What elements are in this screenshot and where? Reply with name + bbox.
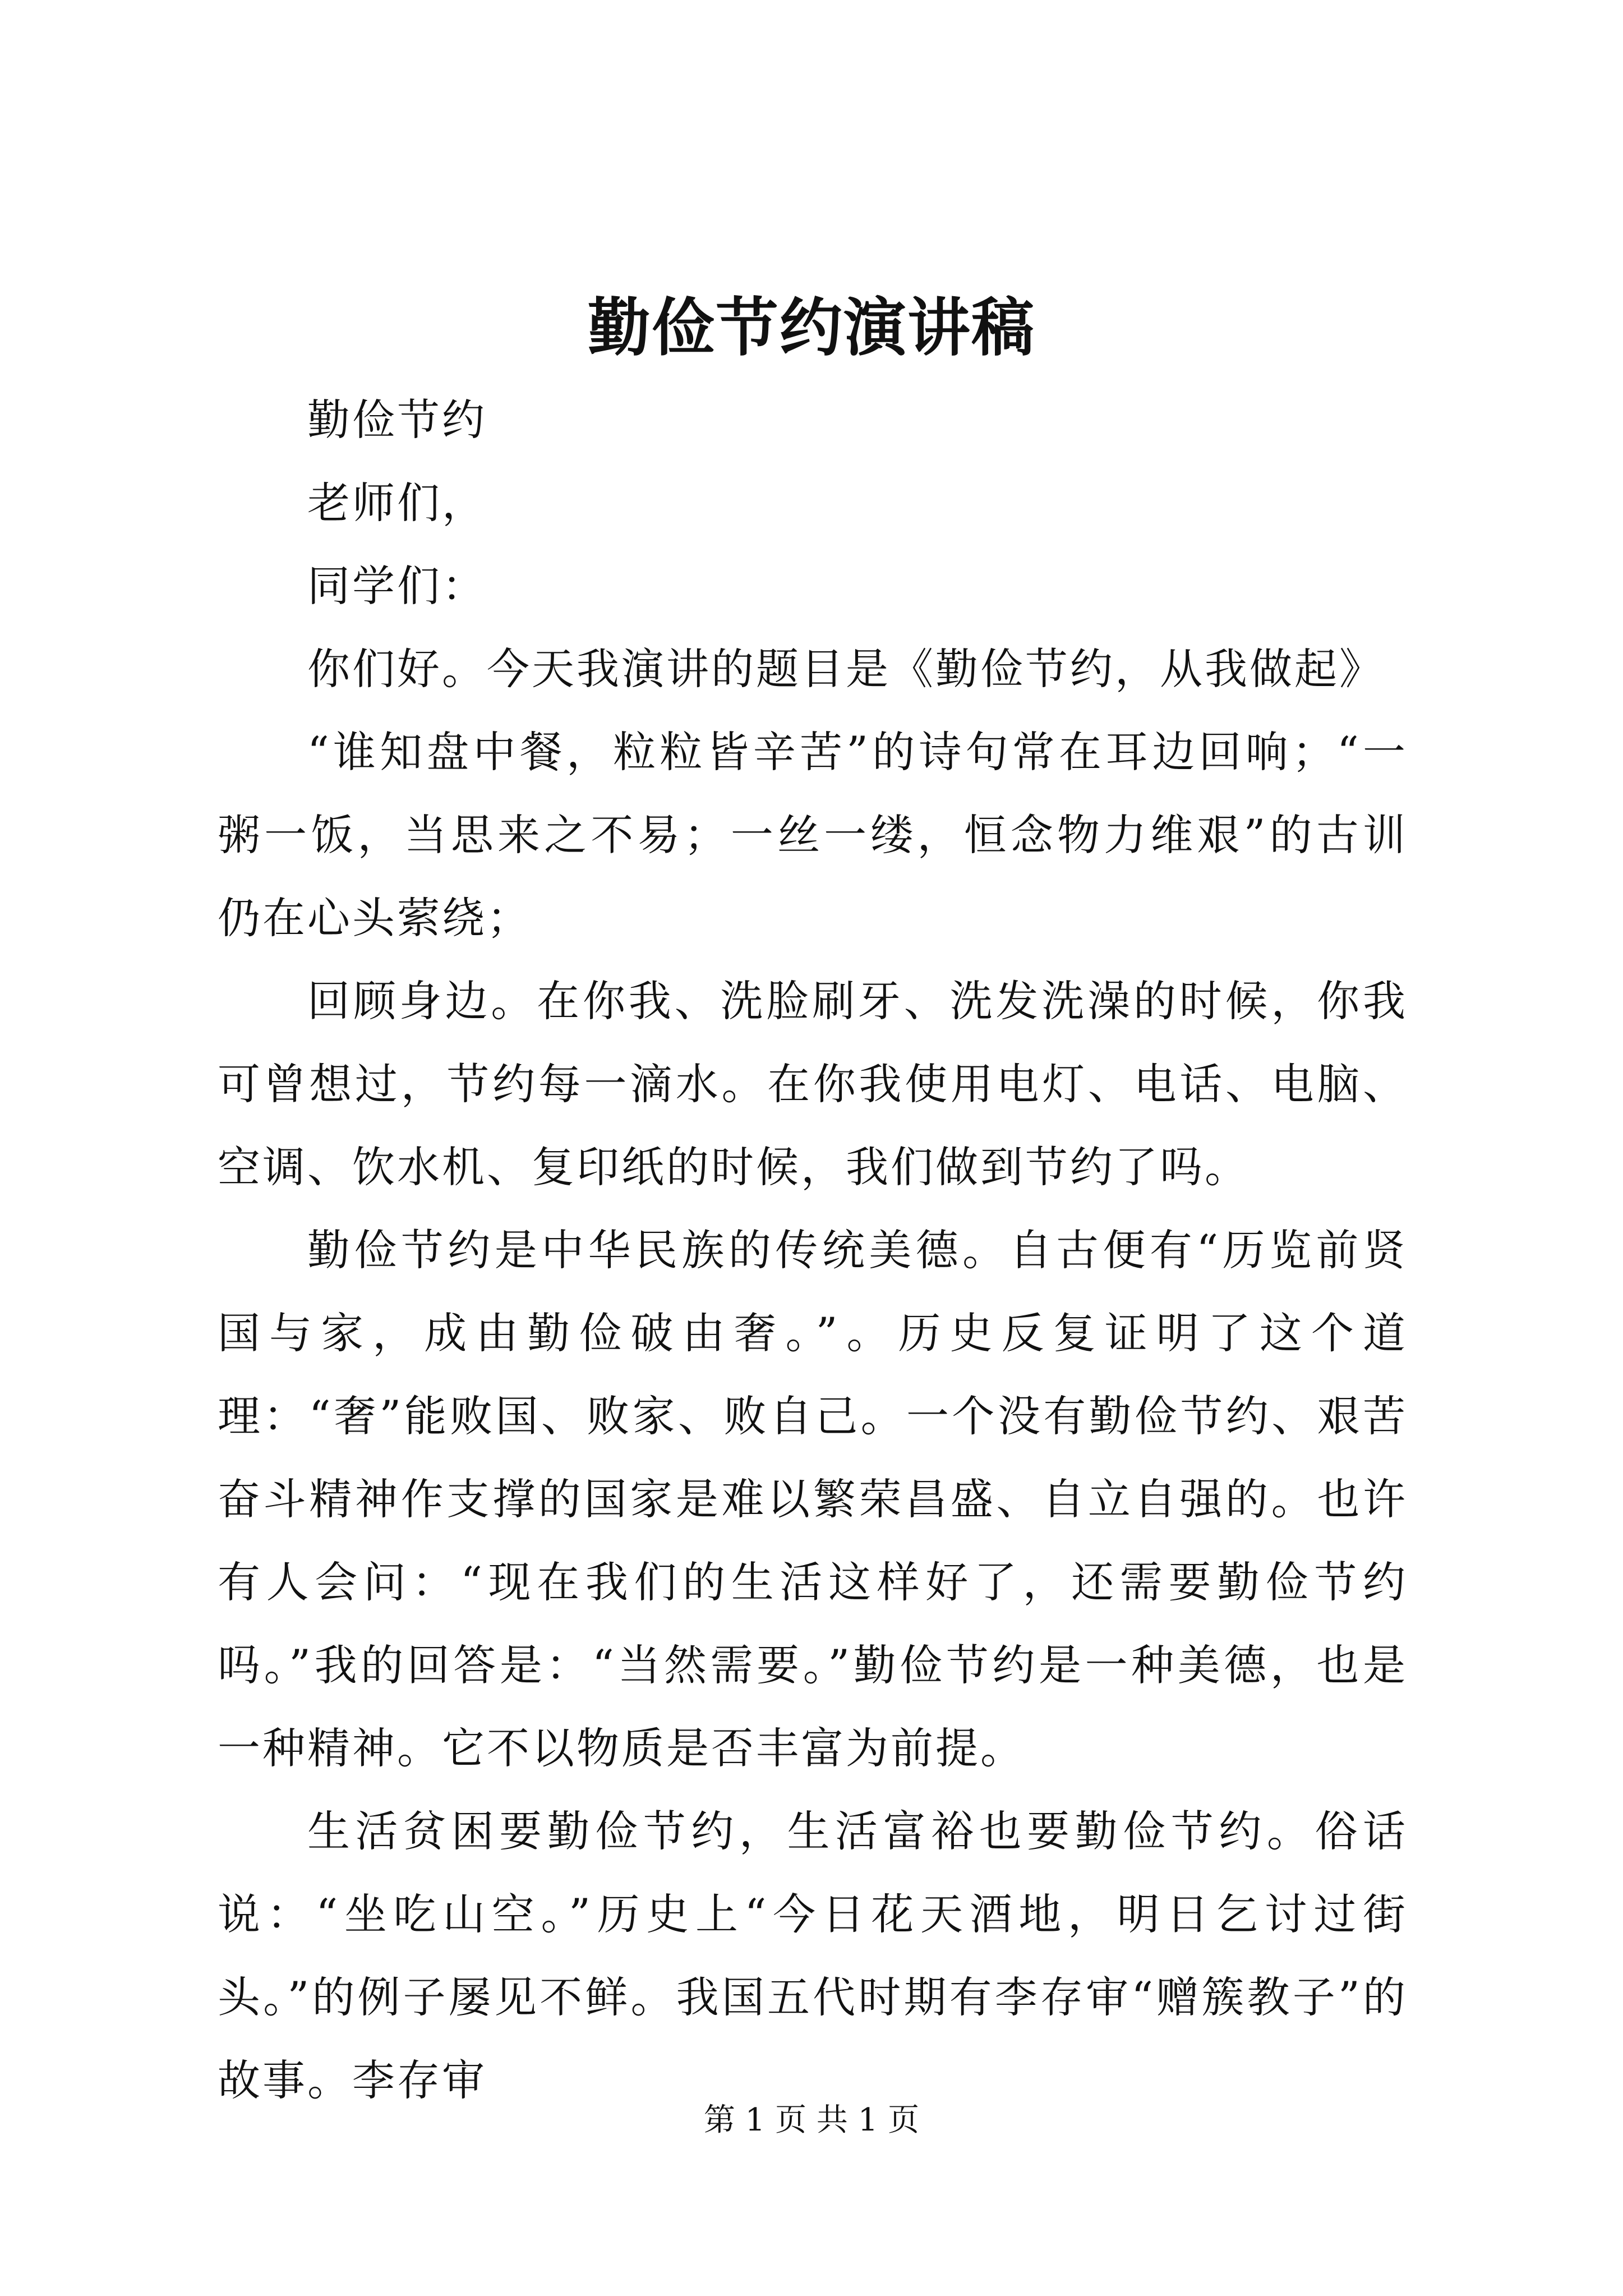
- paragraph-salutation-students: 同学们：: [307, 561, 487, 611]
- paragraph-poverty-wealth: 生活贫困要勤俭节约，生活富裕也要勤俭节约。俗话说：“坐吃山空。”历史上“今日花天酒地，明日乞讨过街头。”的例子屡见不鲜。我国五代时期有李存审“赠簇教子”的故事。李存审: [218, 1806, 1408, 2105]
- paragraph-salutation-teachers: 老师们，: [307, 478, 487, 528]
- document-body: [218, 379, 1408, 2122]
- paragraph-greeting: 你们好。今天我演讲的题目是《勤俭节约，从我做起》: [307, 644, 1384, 694]
- document-title: 勤俭节约演讲稿: [588, 291, 1035, 365]
- page-footer: 第 1 页 共 1 页: [703, 2102, 920, 2138]
- paragraph-poem-quote: “谁知盘中餐，粒粒皆辛苦”的诗句常在耳边回响；“一粥一饭，当思来之不易；一丝一缕，恒念物力维艰”的古训仍在心头萦绕；: [218, 727, 1408, 943]
- paragraph-tradition: 勤俭节约是中华民族的传统美德。自古便有“历览前贤国与家，成由勤俭破由奢。”。历史反复证明了这个道理：“奢”能败国、败家、败自己。一个没有勤俭节约、艰苦奋斗精神作支撑的国家是难以繁荣昌盛、自立自强的。也许有人会问：“现在我们的生活这样好了，还需要勤俭节约吗。”我的回答是：“当然需要。”勤俭节约是一种美德，也是一种精神。它不以物质是否丰富为前提。: [218, 1225, 1408, 1773]
- paragraph-heading: 勤俭节约: [307, 395, 487, 445]
- paragraph-reflection: 回顾身边。在你我、洗脸刷牙、洗发洗澡的时候，你我可曾想过，节约每一滴水。在你我使用电灯、电话、电脑、空调、饮水机、复印纸的时候，我们做到节约了吗。: [218, 976, 1408, 1192]
